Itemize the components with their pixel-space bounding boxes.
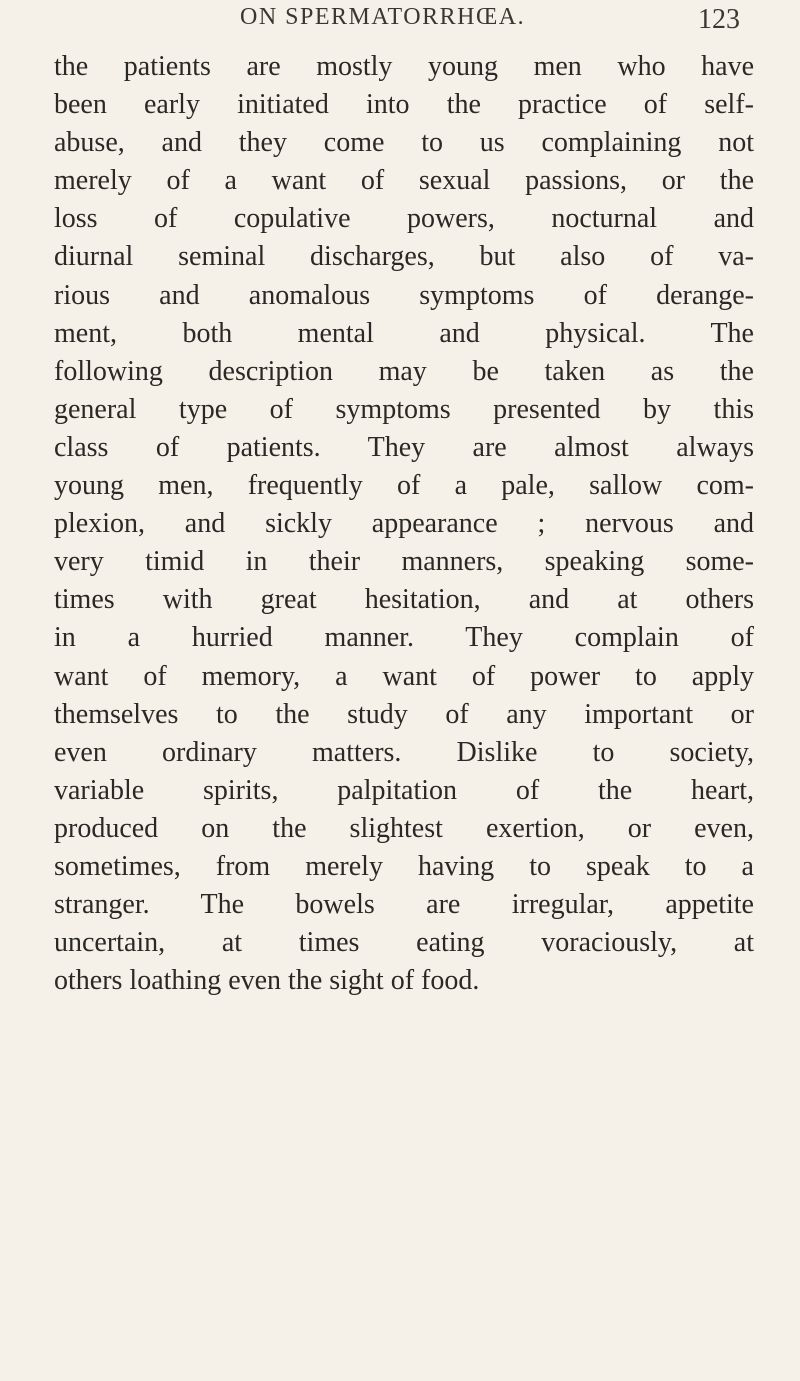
text-line: themselves to the study of any important or <box>54 698 754 730</box>
text-line: young men, frequently of a pale, sallow com- <box>54 470 754 502</box>
body-text <box>54 48 754 1000</box>
text-line: general type of symptoms presented by this <box>54 393 754 425</box>
text-line: others loathing even the sight of food. <box>54 965 480 997</box>
page-number: 123 <box>698 4 740 35</box>
text-line: ment, both mental and physical. The <box>54 317 754 349</box>
text-line: the patients are mostly young men who have <box>54 51 754 82</box>
text-line: loss of copulative powers, nocturnal and <box>54 203 754 235</box>
running-title: ON SPERMATORRHŒA. <box>240 4 526 30</box>
text-line: produced on the slightest exertion, or even, <box>54 812 754 844</box>
text-line: even ordinary matters. Dislike to society, <box>54 736 754 768</box>
text-line: very timid in their manners, speaking some- <box>54 546 754 578</box>
text-line: plexion, and sickly appearance ; nervous and <box>54 508 754 540</box>
text-line: in a hurried manner. They complain of <box>54 622 754 654</box>
text-line: abuse, and they come to us complaining not <box>54 127 754 159</box>
text-line: class of patients. They are almost always <box>54 431 754 463</box>
text-line: following description may be taken as the <box>54 355 754 387</box>
text-line: variable spirits, palpitation of the heart, <box>54 774 754 806</box>
text-line: rious and anomalous symptoms of derange- <box>54 279 754 311</box>
text-line: times with great hesitation, and at others <box>54 584 754 616</box>
text-line: merely of a want of sexual passions, or the <box>54 165 754 197</box>
text-line: diurnal seminal discharges, but also of va- <box>54 241 754 273</box>
text-line: been early initiated into the practice of self- <box>54 89 754 121</box>
text-line: sometimes, from merely having to speak to a <box>54 850 754 882</box>
running-head <box>240 4 740 44</box>
text-line: uncertain, at times eating voraciously, at <box>54 927 754 959</box>
text-line: want of memory, a want of power to apply <box>54 660 754 692</box>
text-line: stranger. The bowels are irregular, appetite <box>54 889 754 921</box>
